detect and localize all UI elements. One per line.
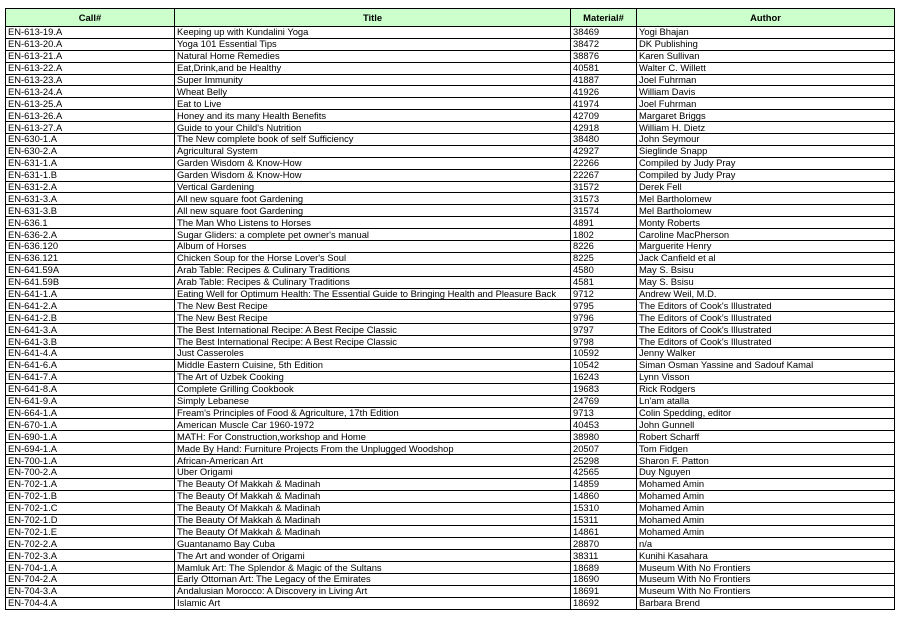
title-cell: Middle Eastern Cuisine, 5th Edition bbox=[175, 359, 571, 371]
author-cell: Colin Spedding, editor bbox=[637, 407, 895, 419]
material-number-cell: 14859 bbox=[571, 478, 637, 490]
table-row bbox=[6, 455, 895, 467]
material-number-cell: 31574 bbox=[571, 205, 637, 217]
call-number-cell: EN-631-1.B bbox=[6, 169, 175, 181]
table-row bbox=[6, 466, 895, 478]
header-author: Author bbox=[637, 9, 895, 27]
author-cell: Caroline MacPherson bbox=[637, 229, 895, 241]
material-number-cell: 42709 bbox=[571, 110, 637, 122]
table-row bbox=[6, 585, 895, 597]
title-cell: All new square foot Gardening bbox=[175, 205, 571, 217]
call-number-cell: EN-704-1.A bbox=[6, 562, 175, 574]
material-number-cell: 40581 bbox=[571, 62, 637, 74]
call-number-cell: EN-613-25.A bbox=[6, 98, 175, 110]
author-cell: Museum With No Frontiers bbox=[637, 573, 895, 585]
material-number-cell: 4891 bbox=[571, 217, 637, 229]
table-row bbox=[6, 252, 895, 264]
material-number-cell: 38469 bbox=[571, 27, 637, 39]
call-number-cell: EN-704-3.A bbox=[6, 585, 175, 597]
author-cell: Ln'am atalla bbox=[637, 395, 895, 407]
author-cell: Siman Osman Yassine and Sadouf Kamal bbox=[637, 359, 895, 371]
call-number-cell: EN-704-2.A bbox=[6, 573, 175, 585]
material-number-cell: 18689 bbox=[571, 562, 637, 574]
material-number-cell: 42918 bbox=[571, 122, 637, 134]
author-cell: Kunihi Kasahara bbox=[637, 550, 895, 562]
author-cell: Mohamed Amin bbox=[637, 490, 895, 502]
table-row bbox=[6, 264, 895, 276]
material-number-cell: 9795 bbox=[571, 300, 637, 312]
author-cell: Joel Fuhrman bbox=[637, 98, 895, 110]
author-cell: Mohamed Amin bbox=[637, 526, 895, 538]
material-number-cell: 19683 bbox=[571, 383, 637, 395]
material-number-cell: 14861 bbox=[571, 526, 637, 538]
table-row bbox=[6, 348, 895, 360]
author-cell: Monty Roberts bbox=[637, 217, 895, 229]
author-cell: Tom Fidgen bbox=[637, 443, 895, 455]
table-row bbox=[6, 205, 895, 217]
material-number-cell: 9713 bbox=[571, 407, 637, 419]
title-cell: The New complete book of self Sufficiency bbox=[175, 134, 571, 146]
title-cell: All new square foot Gardening bbox=[175, 193, 571, 205]
title-cell: Just Casseroles bbox=[175, 348, 571, 360]
title-cell: The Art of Uzbek Cooking bbox=[175, 371, 571, 383]
table-row bbox=[6, 288, 895, 300]
author-cell: Sharon F. Patton bbox=[637, 455, 895, 467]
author-cell: Mohamed Amin bbox=[637, 478, 895, 490]
call-number-cell: EN-704-4.A bbox=[6, 597, 175, 609]
call-number-cell: EN-636.121 bbox=[6, 252, 175, 264]
title-cell: Eat to Live bbox=[175, 98, 571, 110]
table-row bbox=[6, 312, 895, 324]
title-cell: Eating Well for Optimum Health: The Essential Guide to Bringing Health and Pleasure Back bbox=[175, 288, 571, 300]
material-number-cell: 4580 bbox=[571, 264, 637, 276]
author-cell: n/a bbox=[637, 538, 895, 550]
author-cell: Yogi Bhajan bbox=[637, 27, 895, 39]
table-row bbox=[6, 526, 895, 538]
call-number-cell: EN-641-4.A bbox=[6, 348, 175, 360]
call-number-cell: EN-613-22.A bbox=[6, 62, 175, 74]
title-cell: Vertical Gardening bbox=[175, 181, 571, 193]
author-cell: Jenny Walker bbox=[637, 348, 895, 360]
call-number-cell: EN-641-3.B bbox=[6, 336, 175, 348]
header-material-number: Material# bbox=[571, 9, 637, 27]
call-number-cell: EN-636.120 bbox=[6, 241, 175, 253]
title-cell: Simply Lebanese bbox=[175, 395, 571, 407]
author-cell: Museum With No Frontiers bbox=[637, 585, 895, 597]
material-number-cell: 18690 bbox=[571, 573, 637, 585]
material-number-cell: 38472 bbox=[571, 38, 637, 50]
author-cell: Mel Bartholomew bbox=[637, 205, 895, 217]
table-row bbox=[6, 371, 895, 383]
title-cell: Guide to your Child's Nutrition bbox=[175, 122, 571, 134]
table-row bbox=[6, 193, 895, 205]
material-number-cell: 41974 bbox=[571, 98, 637, 110]
title-cell: Andalusian Morocco: A Discovery in Living Art bbox=[175, 585, 571, 597]
title-cell: Garden Wisdom & Know-How bbox=[175, 169, 571, 181]
author-cell: The Editors of Cook's Illustrated bbox=[637, 336, 895, 348]
table-row bbox=[6, 145, 895, 157]
author-cell: Derek Fell bbox=[637, 181, 895, 193]
material-number-cell: 22266 bbox=[571, 157, 637, 169]
material-number-cell: 18692 bbox=[571, 597, 637, 609]
call-number-cell: EN-630-2.A bbox=[6, 145, 175, 157]
author-cell: Walter C. Willett bbox=[637, 62, 895, 74]
title-cell: Yoga 101 Essential Tips bbox=[175, 38, 571, 50]
call-number-cell: EN-613-21.A bbox=[6, 50, 175, 62]
table-row bbox=[6, 502, 895, 514]
table-row bbox=[6, 514, 895, 526]
material-number-cell: 9798 bbox=[571, 336, 637, 348]
title-cell: Keeping up with Kundalini Yoga bbox=[175, 27, 571, 39]
call-number-cell: EN-636-2.A bbox=[6, 229, 175, 241]
table-row bbox=[6, 562, 895, 574]
table-row bbox=[6, 443, 895, 455]
table-row bbox=[6, 419, 895, 431]
title-cell: The Beauty Of Makkah & Madinah bbox=[175, 514, 571, 526]
author-cell: Mohamed Amin bbox=[637, 514, 895, 526]
title-cell: Album of Horses bbox=[175, 241, 571, 253]
title-cell: The Beauty Of Makkah & Madinah bbox=[175, 502, 571, 514]
title-cell: The New Best Recipe bbox=[175, 300, 571, 312]
call-number-cell: EN-631-2.A bbox=[6, 181, 175, 193]
call-number-cell: EN-631-1.A bbox=[6, 157, 175, 169]
table-row bbox=[6, 217, 895, 229]
title-cell: Wheat Belly bbox=[175, 86, 571, 98]
header-title: Title bbox=[175, 9, 571, 27]
call-number-cell: EN-636.1 bbox=[6, 217, 175, 229]
catalog-table bbox=[5, 8, 895, 610]
table-row bbox=[6, 229, 895, 241]
author-cell: Karen Sullivan bbox=[637, 50, 895, 62]
material-number-cell: 10592 bbox=[571, 348, 637, 360]
call-number-cell: EN-613-24.A bbox=[6, 86, 175, 98]
table-row bbox=[6, 431, 895, 443]
title-cell: Chicken Soup for the Horse Lover's Soul bbox=[175, 252, 571, 264]
material-number-cell: 31572 bbox=[571, 181, 637, 193]
table-row bbox=[6, 122, 895, 134]
author-cell: Barbara Brend bbox=[637, 597, 895, 609]
material-number-cell: 31573 bbox=[571, 193, 637, 205]
call-number-cell: EN-613-26.A bbox=[6, 110, 175, 122]
title-cell: The Beauty Of Makkah & Madinah bbox=[175, 490, 571, 502]
table-row bbox=[6, 50, 895, 62]
call-number-cell: EN-613-19.A bbox=[6, 27, 175, 39]
call-number-cell: EN-641-8.A bbox=[6, 383, 175, 395]
material-number-cell: 15310 bbox=[571, 502, 637, 514]
author-cell: John Seymour bbox=[637, 134, 895, 146]
title-cell: American Muscle Car 1960-1972 bbox=[175, 419, 571, 431]
author-cell: John Gunnell bbox=[637, 419, 895, 431]
table-row bbox=[6, 38, 895, 50]
table-row bbox=[6, 241, 895, 253]
author-cell: Mohamed Amin bbox=[637, 502, 895, 514]
table-row bbox=[6, 407, 895, 419]
material-number-cell: 4581 bbox=[571, 276, 637, 288]
author-cell: Duy Nguyen bbox=[637, 466, 895, 478]
call-number-cell: EN-641-9.A bbox=[6, 395, 175, 407]
call-number-cell: EN-641-2.B bbox=[6, 312, 175, 324]
author-cell: William H. Dietz bbox=[637, 122, 895, 134]
call-number-cell: EN-702-1.C bbox=[6, 502, 175, 514]
call-number-cell: EN-670-1.A bbox=[6, 419, 175, 431]
header-call-number: Call# bbox=[6, 9, 175, 27]
material-number-cell: 9796 bbox=[571, 312, 637, 324]
call-number-cell: EN-702-2.A bbox=[6, 538, 175, 550]
table-row bbox=[6, 134, 895, 146]
material-number-cell: 9712 bbox=[571, 288, 637, 300]
call-number-cell: EN-641-3.A bbox=[6, 324, 175, 336]
call-number-cell: EN-641-1.A bbox=[6, 288, 175, 300]
author-cell: Margaret Briggs bbox=[637, 110, 895, 122]
title-cell: Honey and its many Health Benefits bbox=[175, 110, 571, 122]
title-cell: Uber Origami bbox=[175, 466, 571, 478]
author-cell: Compiled by Judy Pray bbox=[637, 169, 895, 181]
call-number-cell: EN-630-1.A bbox=[6, 134, 175, 146]
table-row bbox=[6, 336, 895, 348]
title-cell: Mamluk Art: The Splendor & Magic of the Sultans bbox=[175, 562, 571, 574]
table-row bbox=[6, 181, 895, 193]
title-cell: The Man Who Listens to Horses bbox=[175, 217, 571, 229]
author-cell: Rick Rodgers bbox=[637, 383, 895, 395]
material-number-cell: 15311 bbox=[571, 514, 637, 526]
author-cell: Robert Scharff bbox=[637, 431, 895, 443]
table-row bbox=[6, 395, 895, 407]
material-number-cell: 38980 bbox=[571, 431, 637, 443]
table-row bbox=[6, 478, 895, 490]
author-cell: Sieglinde Snapp bbox=[637, 145, 895, 157]
title-cell: Agricultural System bbox=[175, 145, 571, 157]
material-number-cell: 42927 bbox=[571, 145, 637, 157]
call-number-cell: EN-702-1.A bbox=[6, 478, 175, 490]
call-number-cell: EN-641-6.A bbox=[6, 359, 175, 371]
title-cell: Arab Table: Recipes & Culinary Traditions bbox=[175, 276, 571, 288]
table-row bbox=[6, 169, 895, 181]
author-cell: Lynn Visson bbox=[637, 371, 895, 383]
call-number-cell: EN-700-2.A bbox=[6, 466, 175, 478]
call-number-cell: EN-702-1.B bbox=[6, 490, 175, 502]
material-number-cell: 38311 bbox=[571, 550, 637, 562]
title-cell: Eat,Drink,and be Healthy bbox=[175, 62, 571, 74]
header-row bbox=[6, 9, 895, 27]
author-cell: Jack Canfield et al bbox=[637, 252, 895, 264]
title-cell: The Beauty Of Makkah & Madinah bbox=[175, 478, 571, 490]
material-number-cell: 42565 bbox=[571, 466, 637, 478]
table-row bbox=[6, 550, 895, 562]
material-number-cell: 16243 bbox=[571, 371, 637, 383]
material-number-cell: 1802 bbox=[571, 229, 637, 241]
title-cell: African-American Art bbox=[175, 455, 571, 467]
material-number-cell: 25298 bbox=[571, 455, 637, 467]
material-number-cell: 28870 bbox=[571, 538, 637, 550]
title-cell: The Art and wonder of Origami bbox=[175, 550, 571, 562]
author-cell: Joel Fuhrman bbox=[637, 74, 895, 86]
call-number-cell: EN-613-23.A bbox=[6, 74, 175, 86]
call-number-cell: EN-641-2.A bbox=[6, 300, 175, 312]
table-row bbox=[6, 86, 895, 98]
call-number-cell: EN-664-1.A bbox=[6, 407, 175, 419]
author-cell: William Davis bbox=[637, 86, 895, 98]
material-number-cell: 38876 bbox=[571, 50, 637, 62]
material-number-cell: 41887 bbox=[571, 74, 637, 86]
material-number-cell: 20507 bbox=[571, 443, 637, 455]
material-number-cell: 22267 bbox=[571, 169, 637, 181]
author-cell: DK Publishing bbox=[637, 38, 895, 50]
table-row bbox=[6, 27, 895, 39]
call-number-cell: EN-631-3.B bbox=[6, 205, 175, 217]
call-number-cell: EN-702-1.E bbox=[6, 526, 175, 538]
title-cell: Made By Hand: Furniture Projects From the Unplugged Woodshop bbox=[175, 443, 571, 455]
title-cell: MATH: For Construction,workshop and Home bbox=[175, 431, 571, 443]
author-cell: The Editors of Cook's Illustrated bbox=[637, 312, 895, 324]
call-number-cell: EN-641.59A bbox=[6, 264, 175, 276]
author-cell: The Editors of Cook's Illustrated bbox=[637, 324, 895, 336]
title-cell: Islamic Art bbox=[175, 597, 571, 609]
material-number-cell: 10542 bbox=[571, 359, 637, 371]
author-cell: Museum With No Frontiers bbox=[637, 562, 895, 574]
material-number-cell: 24769 bbox=[571, 395, 637, 407]
table-row bbox=[6, 490, 895, 502]
table-row bbox=[6, 98, 895, 110]
table-row bbox=[6, 110, 895, 122]
call-number-cell: EN-702-1.D bbox=[6, 514, 175, 526]
material-number-cell: 8225 bbox=[571, 252, 637, 264]
title-cell: The Best International Recipe: A Best Recipe Classic bbox=[175, 324, 571, 336]
title-cell: Super Immunity bbox=[175, 74, 571, 86]
title-cell: Arab Table: Recipes & Culinary Traditions bbox=[175, 264, 571, 276]
title-cell: Complete Grilling Cookbook bbox=[175, 383, 571, 395]
title-cell: Fream's Principles of Food & Agriculture, 17th Edition bbox=[175, 407, 571, 419]
call-number-cell: EN-702-3.A bbox=[6, 550, 175, 562]
table-row bbox=[6, 62, 895, 74]
material-number-cell: 8226 bbox=[571, 241, 637, 253]
title-cell: The Best International Recipe: A Best Recipe Classic bbox=[175, 336, 571, 348]
table-row bbox=[6, 300, 895, 312]
material-number-cell: 9797 bbox=[571, 324, 637, 336]
call-number-cell: EN-641.59B bbox=[6, 276, 175, 288]
title-cell: Early Ottoman Art: The Legacy of the Emirates bbox=[175, 573, 571, 585]
table-row bbox=[6, 383, 895, 395]
table-row bbox=[6, 276, 895, 288]
call-number-cell: EN-690-1.A bbox=[6, 431, 175, 443]
author-cell: May S. Bsisu bbox=[637, 264, 895, 276]
table-row bbox=[6, 324, 895, 336]
table-row bbox=[6, 74, 895, 86]
call-number-cell: EN-613-20.A bbox=[6, 38, 175, 50]
author-cell: Compiled by Judy Pray bbox=[637, 157, 895, 169]
title-cell: Natural Home Remedies bbox=[175, 50, 571, 62]
call-number-cell: EN-641-7.A bbox=[6, 371, 175, 383]
title-cell: The Beauty Of Makkah & Madinah bbox=[175, 526, 571, 538]
author-cell: The Editors of Cook's Illustrated bbox=[637, 300, 895, 312]
title-cell: The New Best Recipe bbox=[175, 312, 571, 324]
table-row bbox=[6, 157, 895, 169]
title-cell: Sugar Gliders: a complete pet owner's manual bbox=[175, 229, 571, 241]
table-row bbox=[6, 538, 895, 550]
author-cell: May S. Bsisu bbox=[637, 276, 895, 288]
call-number-cell: EN-694-1.A bbox=[6, 443, 175, 455]
call-number-cell: EN-631-3.A bbox=[6, 193, 175, 205]
table-row bbox=[6, 359, 895, 371]
author-cell: Mel Bartholomew bbox=[637, 193, 895, 205]
material-number-cell: 18691 bbox=[571, 585, 637, 597]
material-number-cell: 14860 bbox=[571, 490, 637, 502]
title-cell: Guantanamo Bay Cuba bbox=[175, 538, 571, 550]
author-cell: Andrew Weil, M.D. bbox=[637, 288, 895, 300]
material-number-cell: 40453 bbox=[571, 419, 637, 431]
author-cell: Marguerite Henry bbox=[637, 241, 895, 253]
table-row bbox=[6, 597, 895, 609]
title-cell: Garden Wisdom & Know-How bbox=[175, 157, 571, 169]
call-number-cell: EN-700-1.A bbox=[6, 455, 175, 467]
material-number-cell: 41926 bbox=[571, 86, 637, 98]
call-number-cell: EN-613-27.A bbox=[6, 122, 175, 134]
material-number-cell: 38480 bbox=[571, 134, 637, 146]
table-row bbox=[6, 573, 895, 585]
